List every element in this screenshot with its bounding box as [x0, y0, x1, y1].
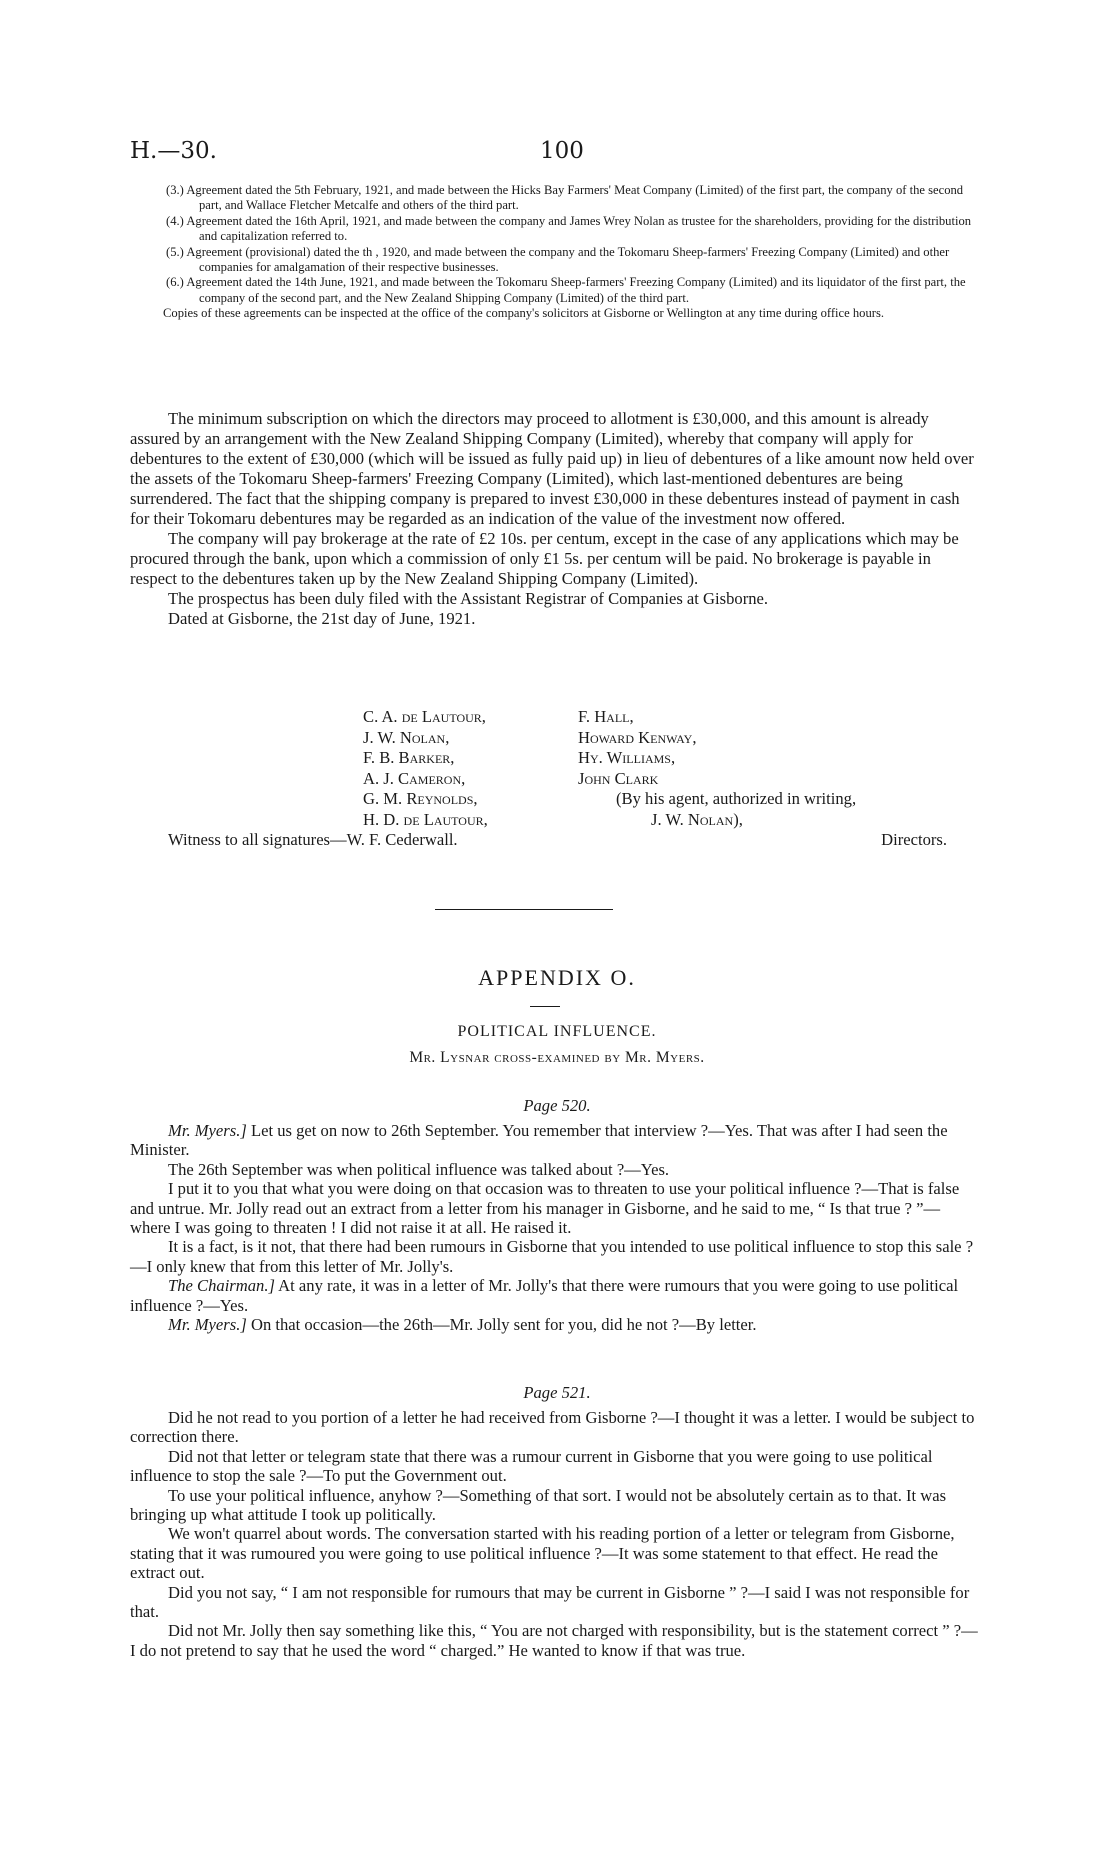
- page-number: 100: [540, 138, 584, 164]
- speaker: The Chairman.]: [168, 1276, 275, 1296]
- evidence-page-521: [130, 1408, 978, 1660]
- evidence-paragraph: It is a fact, is it not, that there had been rumours in Gisborne that you intended to use political influence to stop this sale ?—I only knew that from this letter of Mr. Jolly's.: [130, 1237, 974, 1276]
- agreement-item: (5.) Agreement (provisional) dated the th , 1920, and made between the company and the Tokomaru Sheep-farmers' Freezing Company (Limited) and other companies for amalgamation of their respective businesses.: [166, 244, 950, 275]
- page-reference: Page 520.: [523, 1096, 591, 1115]
- agreement-item: (6.) Agreement dated the 14th June, 1921, and made between the Tokomaru Sheep-farmers' Freezing Company (Limited) and its liquidator of the first part, the company of the second part, and the New Zealand Shipping Company (Limited) of the third part.: [166, 275, 966, 305]
- appendix-title: APPENDIX O.: [478, 965, 636, 990]
- evidence-paragraph: Mr. Myers.] On that occasion—the 26th—Mr. Jolly sent for you, did he not ?—By letter.: [168, 1315, 757, 1335]
- evidence-paragraph: Did he not read to you portion of a letter he had received from Gisborne ?—I thought it was a letter. I would be subject to correction there.: [130, 1408, 975, 1447]
- agreement-item: (4.) Agreement dated the 16th April, 1921, and made between the company and James Wrey Nolan as trustee for the shareholders, providing for the distribution and capitalization referred to.: [166, 213, 972, 244]
- signatory: Howard Kenway,: [578, 727, 697, 747]
- title-rule: [530, 1006, 560, 1007]
- body-paragraph: The prospectus has been duly filed with the Assistant Registrar of Companies at Gisborne.: [168, 589, 769, 608]
- signatory: C. A. de Lautour,: [363, 707, 486, 726]
- evidence-paragraph: Did you not say, “ I am not responsible for rumours that may be current in Gisborne ” ?—I said I was not responsible for that.: [130, 1582, 970, 1622]
- evidence-paragraph: To use your political influence, anyhow ?—Something of that sort. I would not be absolutely certain as to that. It was bringing up what attitude I took up politically.: [130, 1485, 947, 1525]
- evidence-paragraph: The Chairman.] At any rate, it was in a letter of Mr. Jolly's that there were rumours that you were going to use political influence ?—Yes.: [130, 1276, 959, 1315]
- report-code: H.—30.: [130, 138, 217, 164]
- signatures-column-left: [363, 707, 488, 830]
- section-divider: [435, 909, 613, 910]
- speaker: Mr. Myers.]: [168, 1315, 247, 1335]
- evidence-paragraph: We won't quarrel about words. The conversation started with his reading portion of a letter or telegram from Gisborne, stating that it was rumoured you were going to use political influence ?—It was some statement to that effect. He read the extract out.: [130, 1524, 955, 1583]
- witness-line: Witness to all signatures—W. F. Cederwall.: [168, 830, 458, 849]
- signatory: G. M. Reynolds,: [363, 789, 478, 808]
- body-paragraph: The minimum subscription on which the directors may proceed to allotment is £30,000, and this amount is already assured by an arrangement with the New Zealand Shipping Company (Limited), whereby that company will apply for debentures to the extent of £30,000 (which will be issued as fully paid up) in lieu of debentures of a like amount now held over the assets of the Tokomaru Sheep-farmers' Freezing Company (Limited), which last-mentioned debentures are being surrendered. The fact that the shipping company is prepared to invest £30,000 in these debentures instead of payment in cash for their Tokomaru debentures may be regarded as an indication of the value of the investment now offered.: [130, 409, 974, 528]
- page-reference: Page 521.: [523, 1383, 591, 1402]
- evidence-paragraph: Did not that letter or telegram state that there was a rumour current in Gisborne that you were going to use political influence to stop the sale ?—To put the Government out.: [130, 1446, 933, 1486]
- examination-subheading: Mr. Lysnar cross-examined by Mr. Myers.: [409, 1049, 705, 1066]
- signatory: John Clark: [578, 768, 659, 788]
- agent-name: J. W. Nolan),: [651, 809, 743, 829]
- copies-note: Copies of these agreements can be inspected at the office of the company's solicitors at Gisborne or Wellington at any time during office hours.: [163, 306, 884, 321]
- evidence-paragraph: I put it to you that what you were doing on that occasion was to threaten to use your political influence ?—That is false and untrue. Mr. Jolly read out an extract from a letter from his manager in Gisborne, and he said to me, “ Is that true ? ”—where I was going to threaten ! I did not raise it at all. He raised it.: [130, 1179, 960, 1238]
- evidence-page-520: [130, 1121, 978, 1334]
- signatory: H. D. de Lautour,: [363, 809, 488, 829]
- signatory: F. Hall,: [578, 707, 634, 726]
- evidence-paragraph: Mr. Myers.] Let us get on now to 26th September. You remember that interview ?—Yes. That was after I had seen the Minister.: [130, 1121, 948, 1160]
- signatory: J. W. Nolan,: [363, 727, 450, 747]
- signatory: Hy. Williams,: [578, 748, 676, 767]
- page-header: [130, 138, 940, 168]
- signatory: F. B. Barker,: [363, 748, 455, 767]
- signatures-block: [130, 707, 978, 857]
- body-paragraph: The company will pay brokerage at the rate of £2 10s. per centum, except in the case of any applications which may be procured through the bank, upon which a commission of only £1 5s. per centum will be paid. No brokerage is payable in respect to the debentures taken up by the New Zealand Shipping Company (Limited).: [130, 529, 959, 588]
- agreements-list: [130, 183, 978, 322]
- evidence-paragraph: The 26th September was when political influence was talked about ?—Yes.: [168, 1159, 670, 1179]
- speaker: Mr. Myers.]: [168, 1121, 247, 1140]
- evidence-paragraph: Did not Mr. Jolly then say something like this, “ You are not charged with responsibility, but is the statement correct ” ?—I do not pretend to say that he used the word “ charged.” He wanted to know if that was true.: [130, 1621, 978, 1660]
- prospectus-body: [130, 409, 978, 629]
- body-paragraph: Dated at Gisborne, the 21st day of June, 1921.: [168, 609, 476, 628]
- signatures-column-right: [578, 707, 856, 830]
- directors-label: Directors.: [881, 830, 947, 849]
- agent-note: (By his agent, authorized in writing,: [616, 789, 857, 808]
- agreement-item: (3.) Agreement dated the 5th February, 1921, and made between the Hicks Bay Farmers' Meat Company (Limited) of the first part, the company of the second part, and Wallace Fletcher Metcalfe and others of the third part.: [166, 183, 964, 213]
- signatory: A. J. Cameron,: [363, 768, 466, 788]
- section-title: POLITICAL INFLUENCE.: [457, 1023, 657, 1040]
